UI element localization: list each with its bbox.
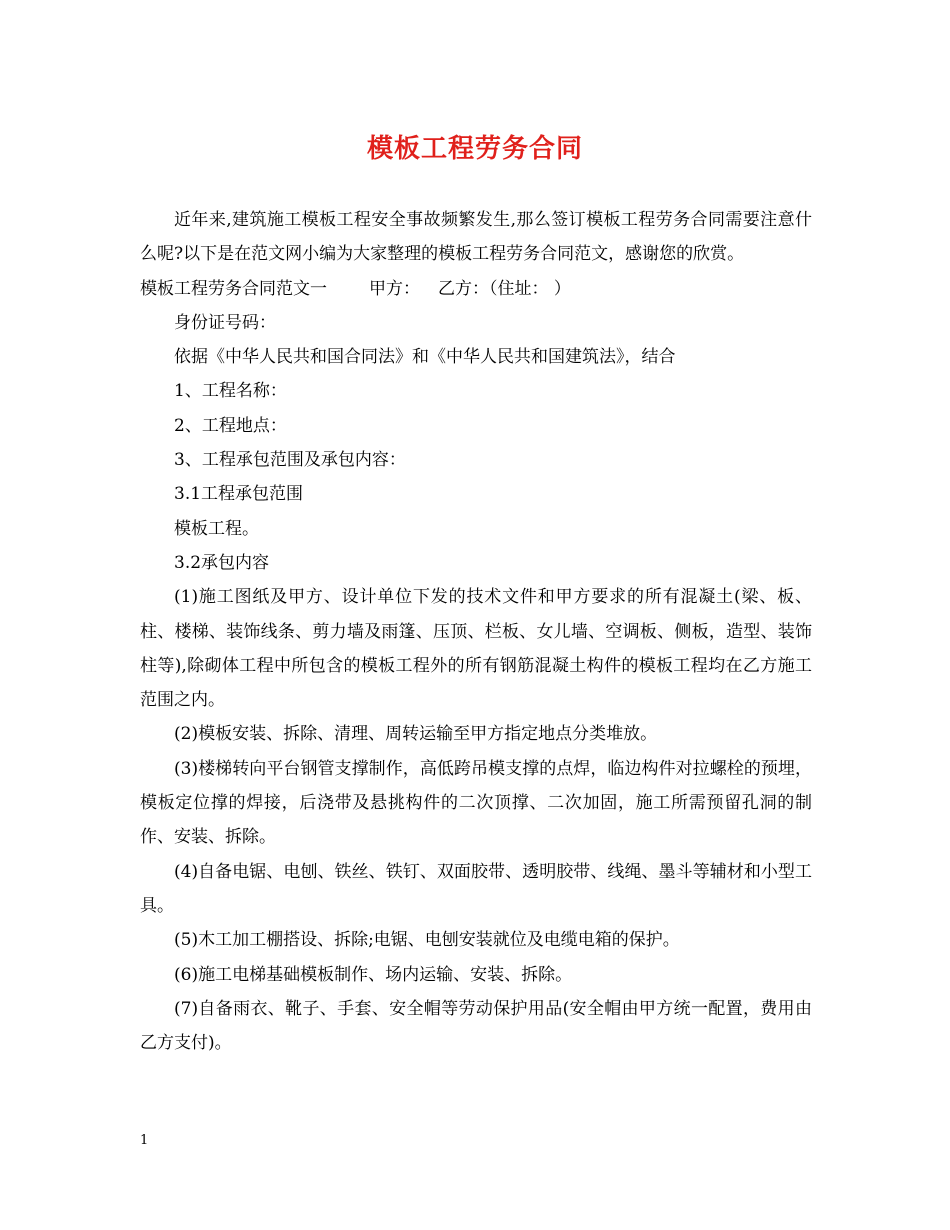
list-item: 模板工程。: [174, 518, 259, 539]
basis-line: 依据《中华人民共和国合同法》和《中华人民共和国建筑法》，结合: [174, 347, 676, 368]
intro-paragraph: 近年来,建筑施工模板工程安全事故频繁发生,那么签订模板工程劳务合同需要注意什么呢?以下是在范文网小编为大家整理的模板工程劳务合同范文，感谢您的欣赏。: [140, 210, 812, 265]
party-b-label: 乙方：（住址： ）: [438, 278, 571, 299]
party-a-label: 甲方：: [369, 278, 420, 299]
list-item: 3.1工程承包范围: [174, 484, 304, 505]
parties-line: [140, 272, 812, 306]
document-title: 模板工程劳务合同: [366, 134, 583, 164]
clause-paragraph: (5)木工加工棚搭设、拆除;电锯、电刨安装就位及电缆电箱的保护。: [174, 930, 680, 951]
clause-paragraph: (3)楼梯转向平台钢管支撑制作，高低跨吊模支撑的点焊，临边构件对拉螺栓的预埋，模板定位撑的焊接，后浇带及悬挑构件的二次顶撑、二次加固，施工所需预留孔洞的制作、安装、拆除。: [140, 758, 812, 848]
clause-paragraph: (7)自备雨衣、靴子、手套、安全帽等劳动保护用品(安全帽由甲方统一配置，费用由乙方支付)。: [140, 998, 812, 1054]
document-body: [140, 203, 812, 1060]
clause-paragraph: (2)模板安装、拆除、清理、周转运输至甲方指定地点分类堆放。: [174, 724, 658, 745]
clause-paragraph: (4)自备电锯、电刨、铁丝、铁钉、双面胶带、透明胶带、线绳、墨斗等辅材和小型工具。: [140, 861, 812, 916]
sample-label: 模板工程劳务合同范文一: [140, 278, 327, 299]
list-item: 2、工程地点：: [174, 415, 287, 436]
clause-paragraph: (6)施工电梯基础模板制作、场内运输、安装、拆除。: [174, 964, 573, 985]
id-number-line: 身份证号码：: [174, 312, 276, 333]
list-item: 3.2承包内容: [174, 552, 270, 573]
clause-paragraph: (1)施工图纸及甲方、设计单位下发的技术文件和甲方要求的所有混凝土(梁、板、柱、楼梯、装饰线条、剪力墙及雨篷、压顶、栏板、女儿墙、空调板、侧板，造型、装饰柱等),除砌体工程中所包含的模板工程外的所有钢筋混凝土构件的模板工程均在乙方施工范围之内。: [140, 587, 812, 711]
page-number: 1: [140, 1133, 149, 1148]
list-item: 3、工程承包范围及承包内容：: [174, 450, 406, 471]
list-item: 1、工程名称：: [174, 381, 287, 402]
